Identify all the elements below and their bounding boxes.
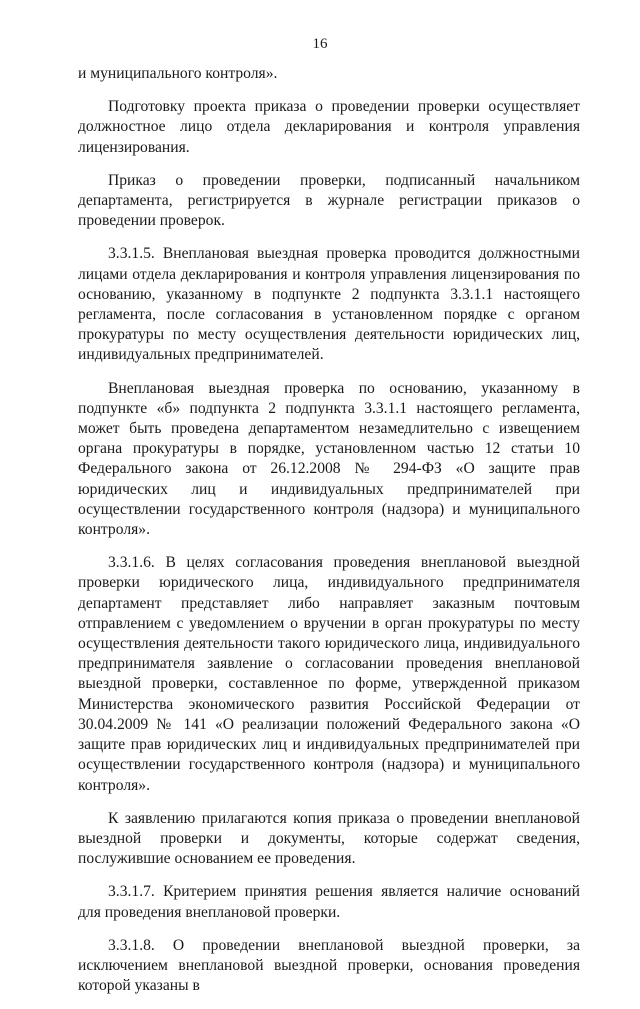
paragraph: К заявлению прилагаются копия приказа о проведении внеплановой выездной проверки и документы, которые содержат сведения, послужившие основанием ее проведения. [78,809,580,868]
paragraph: 3.3.1.8. О проведении внеплановой выездной проверки, за исключением внеплановой выездной проверки, основания проведения которой указаны в [78,936,580,995]
paragraph: 3.3.1.7. Критерием принятия решения является наличие оснований для проведения внеплановой проверки. [78,883,580,921]
paragraph: Внеплановая выездная проверка по основанию, указанному в подпункте «б» подпункта 2 подпункта 3.3.1.1 настоящего регламента, может быть проведена департаментом незамедлительно с извещением органа прокуратуры в порядке, установленном частью 12 статьи 10 Федерального закона от 26.12.2008 № 294-ФЗ «О защите прав юридических лиц и индивидуальных предпринимателей при осуществлении государственного контроля (надзора) и муниципального контроля». [78,379,580,539]
paragraph: 3.3.1.5. Внеплановая выездная проверка проводится должностными лицами отдела декларирования и контроля управления лицензирования по основанию, указанному в подпункте 2 подпункта 3.3.1.1 настоящего регламента, после согласования в установленном порядке с органом прокуратуры по месту осуществления деятельности юридических лиц, индивидуальных предпринимателей. [78,245,580,364]
paragraph-continuation: и муниципального контроля». [78,65,278,82]
paragraph: Подготовку проекта приказа о проведении проверки осуществляет должностное лицо отдела декларирования и контроля управления лицензирования. [78,98,580,156]
page-number: 16 [312,36,328,52]
document-body [78,64,580,1009]
paragraph: Приказ о проведении проверки, подписанный начальником департамента, регистрируется в журнале регистрации приказов о проведении проверок. [78,171,580,230]
paragraph: 3.3.1.6. В целях согласования проведения внеплановой выездной проверки юридического лица, индивидуального предпринимателя департамент представляет либо направляет заказным почтовым отправлением с уведомлением о вручении в орган прокуратуры по месту осуществления деятельности такого юридического лица, индивидуального предпринимателя заявление о согласовании проведения внеплановой выездной проверки, составленное по форме, утвержденной приказом Министерства экономического развития Российской Федерации от 30.04.2009 № 141 «О реализации положений Федерального закона «О защите прав юридических лиц и индивидуальных предпринимателей при осуществлении государственного контроля (надзора) и муниципального контроля». [78,554,580,794]
